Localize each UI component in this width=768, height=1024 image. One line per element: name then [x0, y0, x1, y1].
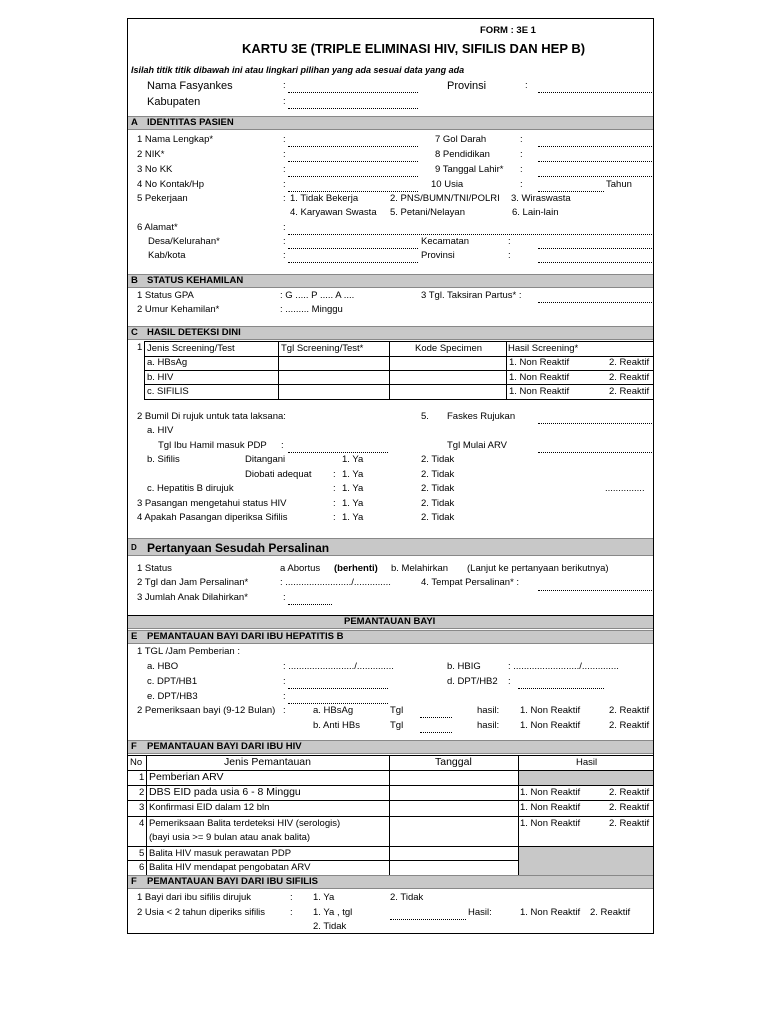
col-no: No	[130, 757, 143, 768]
section-letter: D	[131, 543, 137, 552]
colon: :	[290, 907, 293, 918]
label-anti-hbs: b. Anti HBs	[313, 720, 360, 731]
option-non-reaktif[interactable]: 1. Non Reaktif	[520, 802, 581, 813]
provinsi-field[interactable]	[538, 92, 652, 93]
desa-field[interactable]	[288, 248, 418, 249]
label-provinsi-a: Provinsi	[421, 250, 455, 261]
gpa-field[interactable]: : G ..... P ..... A ....	[280, 290, 355, 301]
option-reaktif[interactable]: 2. Reaktif	[609, 705, 650, 716]
section-letter: F	[131, 876, 137, 887]
label-kecamatan: Kecamatan	[421, 236, 470, 247]
option-petani[interactable]: 5. Petani/Nelayan	[390, 207, 465, 218]
row-number: 1	[139, 772, 145, 783]
col-tgl-screening: Tgl Screening/Test*	[281, 343, 364, 354]
option-tidak[interactable]: 2. Tidak	[390, 892, 424, 903]
note-lanjut: (Lanjut ke pertanyaan berikutnya)	[467, 563, 609, 574]
label-kabupaten: Kabupaten	[147, 96, 201, 108]
antihbs-tgl-field[interactable]	[420, 732, 452, 733]
section-letter: E	[131, 631, 138, 642]
row-number: 3	[139, 802, 145, 813]
section-title: STATUS KEHAMILAN	[147, 275, 244, 286]
note-berhenti: (berhenti)	[334, 563, 378, 574]
option-ya-tgl[interactable]: 1. Ya , tgl	[313, 907, 353, 918]
label-diobati: Diobati adequat	[245, 469, 312, 480]
option-ya[interactable]: 1. Ya	[342, 469, 364, 480]
pemantauan-title: PEMANTAUAN BAYI	[344, 616, 436, 627]
alamat-field[interactable]	[288, 234, 652, 235]
option-non-reaktif[interactable]: 1. Non Reaktif	[520, 720, 581, 731]
colon: :	[283, 96, 286, 107]
option-reaktif[interactable]: 2. Reaktif	[609, 802, 650, 813]
section-title: PEMANTAUAN BAYI DARI IBU SIFILIS	[147, 876, 319, 887]
colon: :	[520, 179, 523, 190]
label-taksiran-partus: 3 Tgl. Taksiran Partus* :	[421, 290, 522, 301]
label-ditangani: Ditangani	[245, 454, 286, 465]
section-title: Pertanyaan Sesudah Persalinan	[147, 541, 330, 555]
label-rujuk-hepb: c. Hepatitis B dirujuk	[147, 483, 234, 494]
hbig-field[interactable]: : ........................./..............	[508, 661, 619, 672]
label-tgl-persalinan: 2 Tgl dan Jam Persalinan*	[137, 577, 249, 588]
section-title: HASIL DETEKSI DINI	[147, 327, 241, 338]
colon: :	[520, 164, 523, 175]
colon: :	[283, 193, 286, 204]
label-bayi-dirujuk: 1 Bayi dari ibu sifilis dirujuk	[137, 892, 252, 903]
label-pekerjaan: 5 Pekerjaan	[137, 193, 188, 204]
option-wiraswasta[interactable]: 3. Wiraswasta	[511, 193, 571, 204]
col-jenis-pemantauan: Jenis Pemantauan	[224, 756, 311, 768]
colon: :	[508, 236, 511, 247]
label-tgl: Tgl	[390, 720, 404, 731]
section-title: PEMANTAUAN BAYI DARI IBU HEPATITIS B	[147, 631, 344, 642]
colon: :	[508, 676, 511, 687]
section-c-header	[128, 326, 653, 340]
colon: :	[525, 80, 528, 91]
option-reaktif[interactable]: 2. Reaktif	[609, 357, 650, 368]
option-tidak[interactable]: 2. Tidak	[421, 483, 455, 494]
label-gol-darah: 7 Gol Darah	[435, 134, 487, 145]
colon: :	[283, 164, 286, 175]
option-non-reaktif[interactable]: 1. Non Reaktif	[509, 357, 570, 368]
label-hasil: hasil:	[477, 705, 500, 716]
label-nokk: 3 No KK	[137, 164, 173, 175]
option-reaktif[interactable]: 2. Reaktif	[609, 372, 650, 383]
label-desa: Desa/Kelurahan*	[148, 236, 220, 247]
row-pemberian-arv: Pemberian ARV	[149, 771, 224, 783]
jumlah-anak-field[interactable]	[288, 604, 332, 605]
colon: :	[283, 705, 286, 716]
colon: :	[283, 236, 286, 247]
label-tgl-lahir: 9 Tanggal Lahir*	[435, 164, 504, 175]
label-faskes-no: 5.	[421, 411, 429, 422]
taksiran-field[interactable]	[538, 302, 652, 303]
gol-darah-field[interactable]	[538, 146, 652, 147]
colon: :	[283, 80, 286, 91]
colon: :	[508, 250, 511, 261]
option-reaktif[interactable]: 2. Reaktif	[590, 907, 631, 918]
row-balita-pdp: Balita HIV masuk perawatan PDP	[149, 848, 292, 859]
label-e-hbsag: a. HBsAg	[313, 705, 354, 716]
section-f-header	[128, 740, 653, 754]
label-hasil: hasil:	[477, 720, 500, 731]
label-alamat: 6 Alamat*	[137, 222, 178, 233]
label-pemeriksaan-bayi: 2 Pemeriksaan bayi (9-12 Bulan)	[137, 705, 276, 716]
label-status-gpa: 1 Status GPA	[137, 290, 194, 301]
option-karyawan-swasta[interactable]: 4. Karyawan Swasta	[290, 207, 377, 218]
nama-fasyankes-field[interactable]	[288, 92, 418, 93]
nama-field[interactable]	[288, 146, 418, 147]
option-lain-lain[interactable]: 6. Lain-lain	[512, 207, 559, 218]
label-pendidikan: 8 Pendidikan	[435, 149, 490, 160]
label-tgl-arv: Tgl Mulai ARV	[447, 440, 508, 451]
colon: :	[281, 440, 284, 451]
label-pasangan-periksa: 4 Apakah Pasangan diperiksa Sifilis	[137, 512, 288, 523]
col-jenis-screening: Jenis Screening/Test	[147, 343, 235, 354]
row-konfirmasi-eid: Konfirmasi EID dalam 12 bln	[149, 802, 270, 813]
dpt-hb2-field[interactable]	[518, 688, 604, 689]
colon: :	[283, 676, 286, 687]
label-dpt-hb2: d. DPT/HB2	[447, 676, 498, 687]
row-number: 6	[139, 862, 145, 873]
option-ya[interactable]: 1. Ya	[342, 512, 364, 523]
provinsi-a-field[interactable]	[538, 262, 652, 263]
row-pemeriksaan-balita-note: (bayi usia >= 9 bulan atau anak balita)	[149, 832, 311, 843]
colon: :	[520, 149, 523, 160]
sifilis-tgl-field[interactable]	[390, 919, 466, 920]
section-e-header	[128, 630, 653, 644]
dpt-hb1-field[interactable]	[288, 688, 388, 689]
label-status-persalinan: 1 Status	[137, 563, 172, 574]
section-d-header	[128, 538, 653, 556]
hepb-field[interactable]: ...............	[605, 483, 645, 494]
colon: :	[333, 469, 336, 480]
col-kode-specimen: Kode Specimen	[415, 343, 483, 354]
label-pasangan-status: 3 Pasangan mengetahui status HIV	[137, 498, 287, 509]
option-non-reaktif[interactable]: 1. Non Reaktif	[520, 907, 581, 918]
hbsag-tgl-field[interactable]	[420, 717, 452, 718]
colon: :	[283, 179, 286, 190]
option-non-reaktif[interactable]: 1. Non Reaktif	[520, 705, 581, 716]
label-tempat-persalinan: 4. Tempat Persalinan* :	[421, 577, 520, 588]
kecamatan-field[interactable]	[538, 248, 652, 249]
tgl-pdp-field[interactable]	[288, 452, 388, 453]
colon: :	[283, 592, 286, 603]
section-title: PEMANTAUAN BAYI DARI IBU HIV	[147, 741, 302, 752]
pemantauan-bayi-header	[128, 615, 653, 629]
tgl-arv-field[interactable]	[538, 452, 652, 453]
label-faskes-rujukan: Faskes Rujukan	[447, 411, 516, 422]
label-dpt-hb3: e. DPT/HB3	[147, 691, 198, 702]
option-melahirkan[interactable]: b. Melahirkan	[391, 563, 449, 574]
colon: :	[283, 222, 286, 233]
row-dbs-eid: DBS EID pada usia 6 - 8 Minggu	[149, 786, 301, 798]
row-number: 5	[139, 848, 145, 859]
kabupaten-field[interactable]	[288, 108, 418, 109]
nik-field[interactable]	[288, 161, 418, 162]
instruction: Isilah titik titik dibawah ini atau lingkari pilihan yang ada sesuai data yang ada	[131, 65, 465, 75]
label-nik: 2 NIK*	[137, 149, 165, 160]
tgl-persalinan-field[interactable]: : ........................./..............	[280, 577, 391, 588]
form-title: KARTU 3E (TRIPLE ELIMINASI HIV, SIFILIS DAN HEP B)	[242, 41, 586, 56]
option-ya[interactable]: 1. Ya	[313, 892, 335, 903]
col-hasil: Hasil	[576, 757, 598, 768]
option-tidak[interactable]: 2. Tidak	[421, 469, 455, 480]
option-reaktif[interactable]: 2. Reaktif	[609, 720, 650, 731]
option-abortus[interactable]: a Abortus	[280, 563, 321, 574]
option-reaktif[interactable]: 2. Reaktif	[609, 787, 650, 798]
option-tidak[interactable]: 2. Tidak	[313, 921, 347, 932]
section-letter: B	[131, 275, 138, 286]
test-sifilis: c. SIFILIS	[147, 386, 189, 397]
label-nama-fasyankes: Nama Fasyankes	[147, 80, 233, 92]
row-number: 1	[137, 342, 143, 353]
umur-kehamilan-field[interactable]: : ......... Minggu	[280, 304, 343, 315]
section-letter: F	[131, 741, 137, 752]
label-dpt-hb1: c. DPT/HB1	[147, 676, 198, 687]
hbo-field[interactable]: : ........................./..............	[283, 661, 394, 672]
section-letter: C	[131, 327, 138, 338]
dpt-hb3-field[interactable]	[288, 703, 388, 704]
label-hasil: Hasil:	[468, 907, 492, 918]
col-hasil-screening: Hasil Screening*	[508, 343, 579, 354]
label-jumlah-anak: 3 Jumlah Anak Dilahirkan*	[137, 592, 248, 603]
tgl-lahir-field[interactable]	[538, 176, 652, 177]
section-title: IDENTITAS PASIEN	[147, 117, 234, 128]
colon: :	[333, 498, 336, 509]
option-tidak[interactable]: 2. Tidak	[421, 512, 455, 523]
test-hiv: b. HIV	[147, 372, 174, 383]
section-a-header	[128, 116, 653, 130]
colon: :	[283, 149, 286, 160]
option-non-reaktif[interactable]: 1. Non Reaktif	[509, 386, 570, 397]
option-tidak-bekerja[interactable]: 1. Tidak Bekerja	[290, 193, 359, 204]
row-pemeriksaan-balita: Pemeriksaan Balita terdeteksi HIV (serologis)	[149, 818, 341, 829]
option-non-reaktif[interactable]: 1. Non Reaktif	[520, 818, 581, 829]
option-ya[interactable]: 1. Ya	[342, 454, 364, 465]
label-rujuk-hiv: a. HIV	[147, 425, 174, 436]
row-number: 4	[139, 818, 145, 829]
option-tidak[interactable]: 2. Tidak	[421, 498, 455, 509]
option-non-reaktif[interactable]: 1. Non Reaktif	[520, 787, 581, 798]
option-ya[interactable]: 1. Ya	[342, 483, 364, 494]
col-tanggal: Tanggal	[435, 756, 472, 768]
test-hbsag: a. HBsAg	[147, 357, 188, 368]
section-letter: A	[131, 117, 138, 128]
label-kontak: 4 No Kontak/Hp	[137, 179, 205, 190]
label-hbo: a. HBO	[147, 661, 179, 672]
colon: :	[283, 250, 286, 261]
option-ya[interactable]: 1. Ya	[342, 498, 364, 509]
label-provinsi: Provinsi	[447, 80, 487, 92]
section-f-sifilis-header	[128, 875, 653, 889]
colon: :	[333, 512, 336, 523]
label-tgl-pemberian: 1 TGL /Jam Pemberian :	[137, 646, 240, 657]
kontak-field[interactable]	[288, 191, 418, 192]
colon: :	[283, 691, 286, 702]
colon: :	[290, 892, 293, 903]
option-pns[interactable]: 2. PNS/BUMN/TNI/POLRI	[390, 193, 500, 204]
label-kabkota: Kab/kota	[148, 250, 186, 261]
label-bumil-dirujuk: 2 Bumil Di rujuk untuk tata laksana:	[137, 411, 286, 422]
colon: :	[520, 134, 523, 145]
option-reaktif[interactable]: 2. Reaktif	[609, 818, 650, 829]
nokk-field[interactable]	[288, 176, 418, 177]
option-non-reaktif[interactable]: 1. Non Reaktif	[509, 372, 570, 383]
label-usia-diperiksa: 2 Usia < 2 tahun diperiks sifilis	[137, 907, 266, 918]
usia-field[interactable]	[538, 191, 604, 192]
option-reaktif[interactable]: 2. Reaktif	[609, 386, 650, 397]
row-number: 2	[139, 787, 145, 798]
label-tgl-pdp: Tgl Ibu Hamil masuk PDP	[158, 440, 267, 451]
form-card	[127, 18, 654, 934]
label-nama: 1 Nama Lengkap*	[137, 134, 214, 145]
tempat-persalinan-field[interactable]	[538, 590, 652, 591]
kabkota-field[interactable]	[288, 262, 418, 263]
faskes-rujukan-field[interactable]	[538, 423, 652, 424]
label-umur-kehamilan: 2 Umur Kehamilan*	[137, 304, 220, 315]
colon: :	[333, 483, 336, 494]
label-tahun: Tahun	[606, 179, 632, 190]
label-hbig: b. HBIG	[447, 661, 481, 672]
row-balita-arv: Balita HIV mendapat pengobatan ARV	[149, 862, 311, 873]
label-usia: 10 Usia	[431, 179, 464, 190]
option-tidak[interactable]: 2. Tidak	[421, 454, 455, 465]
label-tgl: Tgl	[390, 705, 404, 716]
label-rujuk-sifilis: b. Sifilis	[147, 454, 180, 465]
pendidikan-field[interactable]	[538, 161, 652, 162]
section-b-header	[128, 274, 653, 288]
colon: :	[283, 134, 286, 145]
form-code: FORM : 3E 1	[480, 25, 536, 36]
